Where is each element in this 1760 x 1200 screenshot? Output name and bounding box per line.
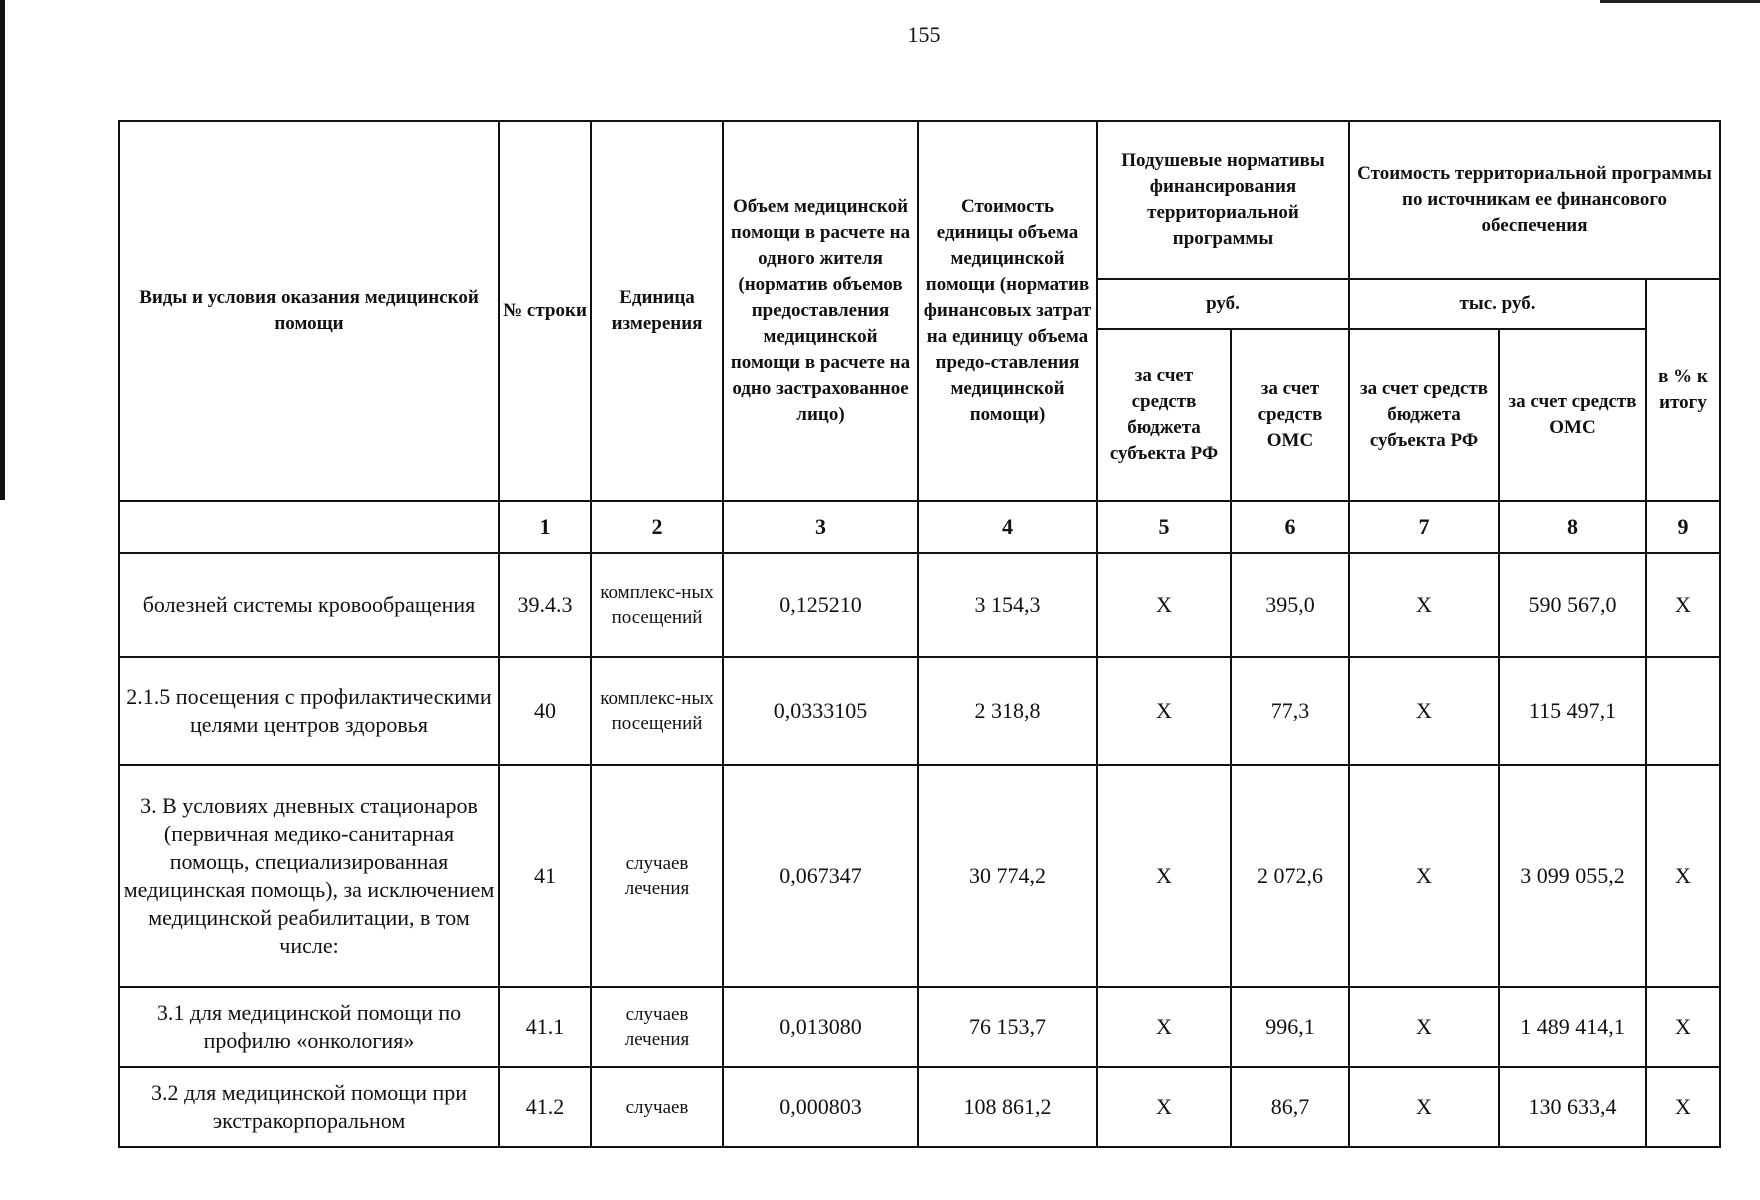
header-cost: Стоимость единицы объема медицинской помощи (норматив финансовых затрат на единицу объема предо-ставления медицинской помощи) bbox=[918, 121, 1097, 501]
column-numbers-row bbox=[119, 501, 1720, 553]
cell-col9: X bbox=[1646, 1067, 1720, 1147]
table-row bbox=[119, 987, 1720, 1067]
cell-volume: 0,0333105 bbox=[723, 657, 918, 765]
table-row bbox=[119, 765, 1720, 987]
cell-col9: X bbox=[1646, 987, 1720, 1067]
column-number: 4 bbox=[918, 501, 1097, 553]
cell-unit: комплекс-ных посещений bbox=[591, 657, 723, 765]
cell-name: 3.1 для медицинской помощи по профилю «онкология» bbox=[119, 987, 499, 1067]
cell-col8: 3 099 055,2 bbox=[1499, 765, 1646, 987]
cell-col6: 395,0 bbox=[1231, 553, 1349, 657]
table-row bbox=[119, 553, 1720, 657]
header-volume: Объем медицинской помощи в расчете на одного жителя (норматив объемов предоставления медицинской помощи в расчете на одно застрахованное лицо) bbox=[723, 121, 918, 501]
cell-col7: X bbox=[1349, 553, 1499, 657]
header-per-capita: Подушевые нормативы финансирования территориальной программы bbox=[1097, 121, 1349, 279]
cell-cost: 108 861,2 bbox=[918, 1067, 1097, 1147]
cell-unit: случаев лечения bbox=[591, 987, 723, 1067]
column-number: 7 bbox=[1349, 501, 1499, 553]
cell-volume: 0,067347 bbox=[723, 765, 918, 987]
column-number: 2 bbox=[591, 501, 723, 553]
cell-col5: X bbox=[1097, 657, 1231, 765]
cell-volume: 0,125210 bbox=[723, 553, 918, 657]
header-rub: руб. bbox=[1097, 279, 1349, 329]
cell-col6: 996,1 bbox=[1231, 987, 1349, 1067]
cell-col8: 590 567,0 bbox=[1499, 553, 1646, 657]
cell-col9 bbox=[1646, 657, 1720, 765]
cell-col6: 77,3 bbox=[1231, 657, 1349, 765]
cell-name: 3.2 для медицинской помощи при экстракорпоральном bbox=[119, 1067, 499, 1147]
cell-col6: 2 072,6 bbox=[1231, 765, 1349, 987]
column-number: 6 bbox=[1231, 501, 1349, 553]
cell-col8: 1 489 414,1 bbox=[1499, 987, 1646, 1067]
cell-col5: X bbox=[1097, 1067, 1231, 1147]
header-unit: Единица измерения bbox=[591, 121, 723, 501]
cell-cost: 2 318,8 bbox=[918, 657, 1097, 765]
cell-cost: 76 153,7 bbox=[918, 987, 1097, 1067]
cell-col5: X bbox=[1097, 987, 1231, 1067]
cell-row-no: 41.1 bbox=[499, 987, 591, 1067]
cell-col5: X bbox=[1097, 765, 1231, 987]
table-row bbox=[119, 657, 1720, 765]
header-percent: в % к итогу bbox=[1646, 279, 1720, 501]
cell-volume: 0,000803 bbox=[723, 1067, 918, 1147]
cell-col8: 115 497,1 bbox=[1499, 657, 1646, 765]
column-number: 9 bbox=[1646, 501, 1720, 553]
scan-edge-top bbox=[1600, 0, 1760, 3]
cell-row-no: 41 bbox=[499, 765, 591, 987]
cell-cost: 30 774,2 bbox=[918, 765, 1097, 987]
cell-name: болезней системы кровообращения bbox=[119, 553, 499, 657]
header-oms-2: за счет средств ОМС bbox=[1499, 329, 1646, 501]
header-program-cost: Стоимость территориальной программы по источникам ее финансового обеспечения bbox=[1349, 121, 1720, 279]
header-budget-rf: за счет средств бюджета субъекта РФ bbox=[1097, 329, 1231, 501]
cell-unit: комплекс-ных посещений bbox=[591, 553, 723, 657]
cell-col7: X bbox=[1349, 1067, 1499, 1147]
cell-col7: X bbox=[1349, 765, 1499, 987]
column-number: 8 bbox=[1499, 501, 1646, 553]
cell-cost: 3 154,3 bbox=[918, 553, 1097, 657]
cell-name: 3. В условиях дневных стационаров (первичная медико-санитарная помощь, специализированная медицинская помощь), за исключением медицинской реабилитации, в том числе: bbox=[119, 765, 499, 987]
medical-care-table bbox=[118, 120, 1721, 1148]
cell-col7: X bbox=[1349, 987, 1499, 1067]
header-types: Виды и условия оказания медицинской помощи bbox=[119, 121, 499, 501]
header-row-no: № строки bbox=[499, 121, 591, 501]
cell-name: 2.1.5 посещения с профилактическими целями центров здоровья bbox=[119, 657, 499, 765]
column-number: 1 bbox=[499, 501, 591, 553]
cell-row-no: 40 bbox=[499, 657, 591, 765]
column-number bbox=[119, 501, 499, 553]
column-number: 5 bbox=[1097, 501, 1231, 553]
header-budget-rf-2: за счет средств бюджета субъекта РФ bbox=[1349, 329, 1499, 501]
page-number: 155 bbox=[907, 22, 941, 47]
cell-col8: 130 633,4 bbox=[1499, 1067, 1646, 1147]
cell-col9: X bbox=[1646, 553, 1720, 657]
cell-col9: X bbox=[1646, 765, 1720, 987]
column-number: 3 bbox=[723, 501, 918, 553]
cell-volume: 0,013080 bbox=[723, 987, 918, 1067]
cell-unit: случаев лечения bbox=[591, 765, 723, 987]
cell-col6: 86,7 bbox=[1231, 1067, 1349, 1147]
cell-unit: случаев bbox=[591, 1067, 723, 1147]
cell-row-no: 39.4.3 bbox=[499, 553, 591, 657]
scan-edge-left bbox=[0, 0, 5, 500]
cell-col5: X bbox=[1097, 553, 1231, 657]
header-oms: за счет средств ОМС bbox=[1231, 329, 1349, 501]
cell-col7: X bbox=[1349, 657, 1499, 765]
cell-row-no: 41.2 bbox=[499, 1067, 591, 1147]
header-thous-rub: тыс. руб. bbox=[1349, 279, 1646, 329]
table-row bbox=[119, 1067, 1720, 1147]
